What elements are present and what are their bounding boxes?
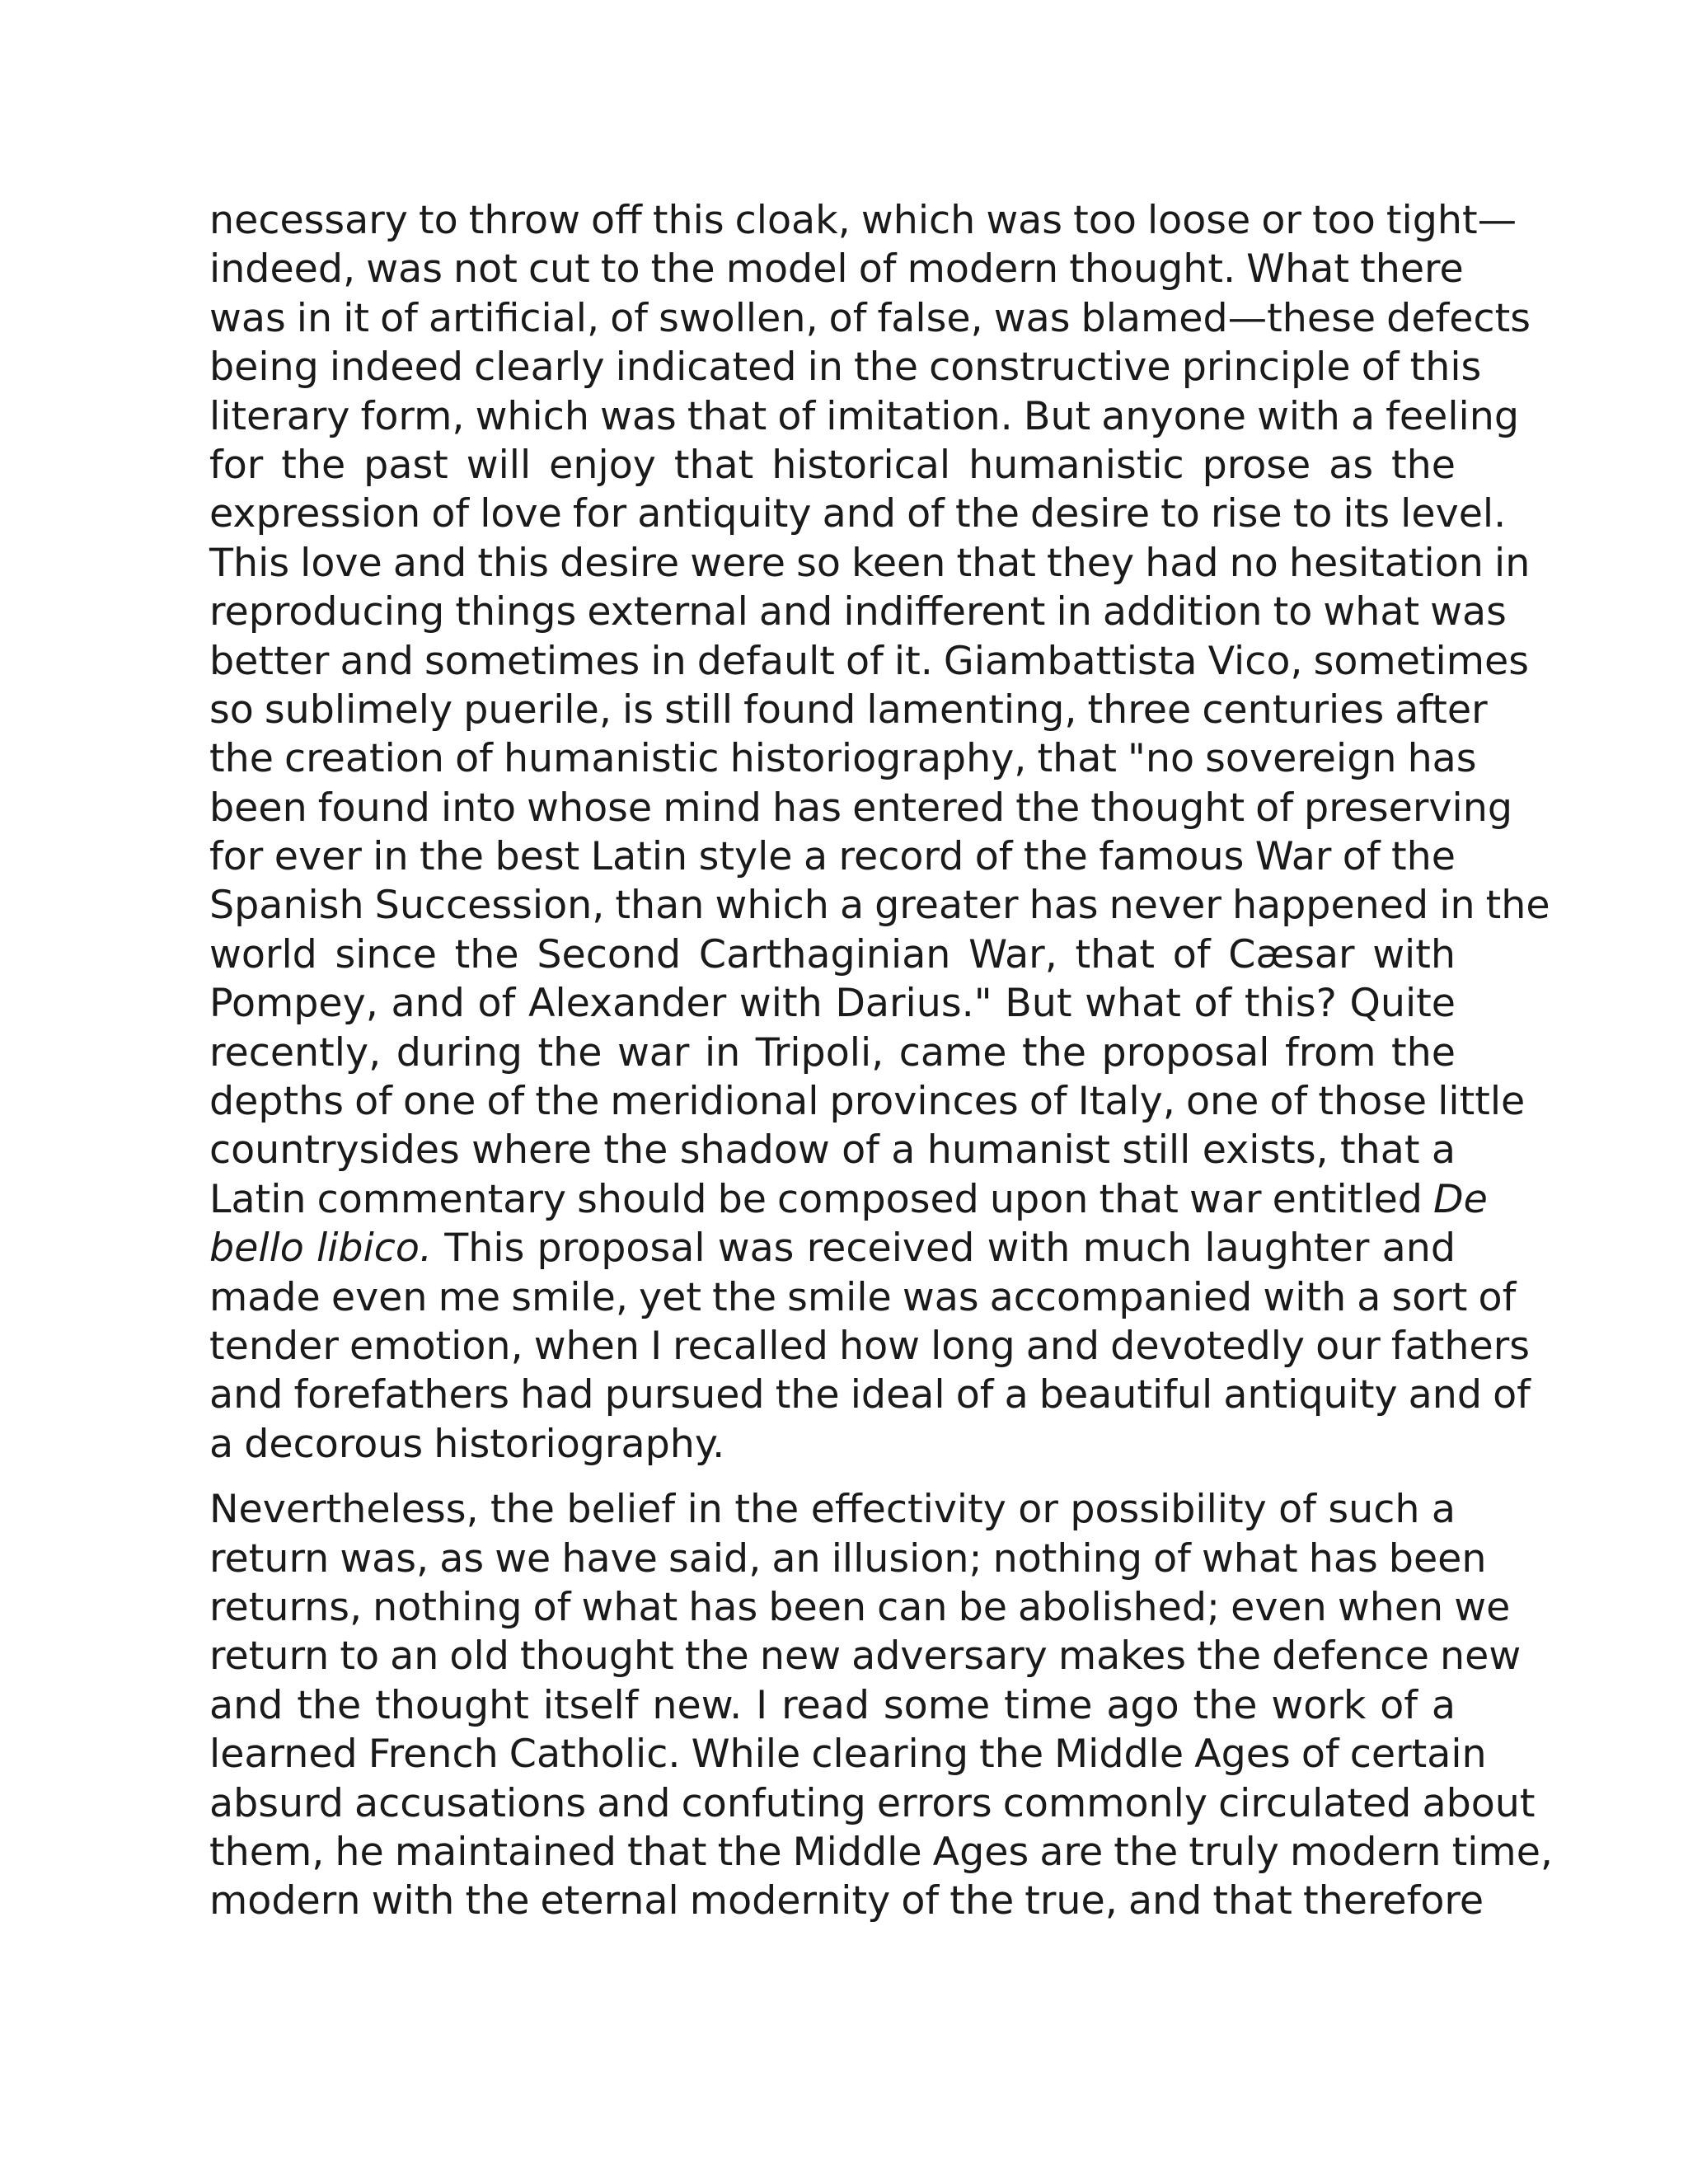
text-segment: Latin commentary should be composed upon that war entitled	[209, 1176, 1434, 1222]
text-line: made even me smile, yet the smile was accompanied with a sort of	[209, 1274, 1517, 1320]
text-line	[209, 1175, 1488, 1224]
text-line: recently, during the war in Tripoli, came the proposal from the	[209, 1029, 1456, 1076]
text-line: was in it of artificial, of swollen, of false, was blamed—these defects	[209, 295, 1531, 341]
text-line: Spanish Succession, than which a greater has never happened in the	[209, 883, 1550, 929]
italic-title: bello libico.	[209, 1226, 433, 1272]
text-line: depths of one of the meridional provinces of Italy, one of those little	[209, 1079, 1526, 1125]
text-line: literary form, which was that of imitation. But anyone with a feeling	[209, 393, 1519, 439]
text-line: return to an old thought the new adversary makes the defence new	[209, 1633, 1522, 1680]
text-line: indeed, was not cut to the model of modern thought. What there	[209, 246, 1464, 293]
text-line: This love and this desire were so keen that they had no hesitation in	[209, 540, 1531, 586]
text-line: for the past will enjoy that historical humanistic prose as the	[209, 442, 1456, 488]
text-segment: This proposal was received with much laughter and	[432, 1226, 1456, 1272]
text-line: being indeed clearly indicated in the constructive principle of this	[209, 344, 1482, 391]
body-text	[209, 196, 1554, 1926]
text-line: countrysides where the shadow of a humanist still exists, that a	[209, 1127, 1456, 1174]
paragraph-1	[209, 196, 1550, 1469]
italic-title: De	[1433, 1176, 1488, 1222]
text-line: a decorous historiography.	[209, 1421, 725, 1467]
text-line: absurd accusations and confuting errors commonly circulated about	[209, 1780, 1536, 1826]
text-line: returns, nothing of what has been can be abolished; even when we	[209, 1584, 1511, 1630]
text-line: Pompey, and of Alexander with Darius." But what of this? Quite	[209, 981, 1456, 1027]
text-line: better and sometimes in default of it. Giambattista Vico, sometimes	[209, 638, 1529, 684]
text-line: reproducing things external and indifferent in addition to what was	[209, 589, 1507, 635]
text-line: tender emotion, when I recalled how long and devotedly our fathers	[209, 1323, 1530, 1369]
text-line: been found into whose mind has entered the thought of preserving	[209, 785, 1512, 831]
text-line: world since the Second Carthaginian War, that of Cæsar with	[209, 931, 1456, 977]
text-line: Nevertheless, the belief in the effectivity or possibility of such a	[209, 1487, 1456, 1533]
text-line: the creation of humanistic historiography, that "no sovereign has	[209, 736, 1477, 782]
text-line: and the thought itself new. I read some time ago the work of a	[209, 1682, 1456, 1728]
text-line: them, he maintained that the Middle Ages are the truly modern time,	[209, 1829, 1554, 1875]
text-line: for ever in the best Latin style a record of the famous War of the	[209, 834, 1456, 880]
text-line: necessary to throw off this cloak, which was too loose or too tight—	[209, 198, 1517, 243]
text-line	[209, 1224, 1456, 1272]
text-line: so sublimely puerile, is still found lamenting, three centuries after	[209, 687, 1488, 733]
text-line: and forefathers had pursued the ideal of a beautiful antiquity and of	[209, 1372, 1531, 1418]
text-line: learned French Catholic. While clearing the Middle Ages of certain	[209, 1732, 1487, 1778]
text-line: expression of love for antiquity and of the desire to rise to its level.	[209, 491, 1507, 537]
text-line: modern with the eternal modernity of the true, and that therefore	[209, 1878, 1484, 1924]
paragraph-2	[209, 1485, 1554, 1926]
text-line: return was, as we have said, an illusion; nothing of what has been	[209, 1535, 1487, 1582]
